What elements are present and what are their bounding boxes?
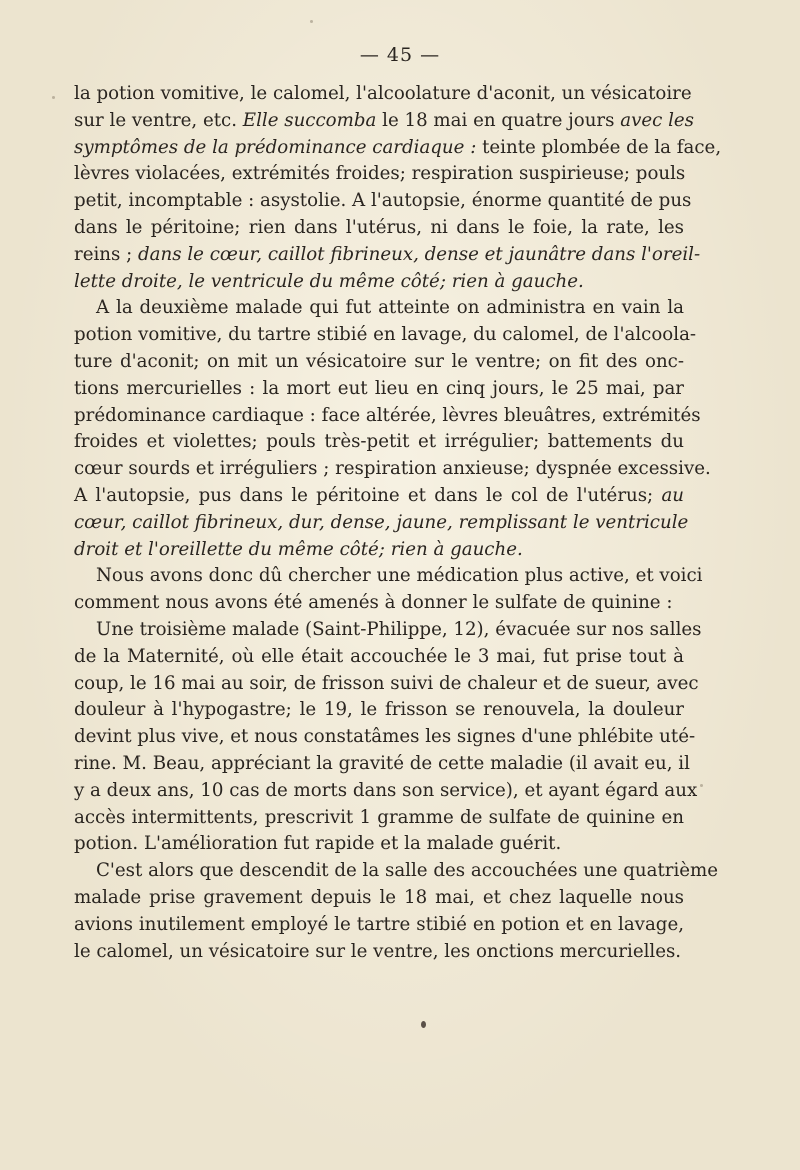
plain-text: lèvres violacées, extrémités froides; respiration suspirieuse; pouls <box>74 163 686 185</box>
plain-text: de la Maternité, où elle était accouchée le 3 mai, fut prise tout à <box>74 645 684 667</box>
plain-text: coup, le 16 mai au soir, de frisson suivi de chaleur et de sueur, avec <box>74 672 699 694</box>
text-line <box>74 671 699 698</box>
text-line <box>74 108 694 135</box>
plain-text: tions mercurielles : la mort eut lieu en cinq jours, le 25 mai, par <box>74 377 684 399</box>
text-line <box>74 349 684 376</box>
plain-text: accès intermittents, prescrivit 1 gramme de sulfate de quinine en <box>74 806 684 828</box>
text-line <box>74 537 684 564</box>
plain-text: rine. M. Beau, appréciant la gravité de cette maladie (il avait eu, il <box>74 752 690 774</box>
text-line <box>74 295 684 322</box>
text-line <box>74 858 719 885</box>
body-text <box>74 81 722 965</box>
plain-text: A l'autopsie, pus dans le péritoine et dans le col de l'utérus; <box>74 484 662 506</box>
italic-text: droit et l'oreillette du même côté; rien à gauche. <box>74 538 523 560</box>
text-line <box>74 135 722 162</box>
plain-text: le 18 mai en quatre jours <box>376 109 621 131</box>
text-line <box>74 269 684 296</box>
plain-text: le calomel, un vésicatoire sur le ventre, les onctions mercurielles. <box>74 940 682 962</box>
plain-text: prédominance cardiaque : face altérée, lèvres bleuâtres, extrémités <box>74 404 701 426</box>
italic-text: avec les <box>620 109 694 131</box>
plain-text: Nous avons donc dû chercher une médication plus active, et voici <box>96 565 703 587</box>
text-line <box>74 403 701 430</box>
text-line <box>74 939 684 966</box>
plain-text: petit, incomptable : asystolie. A l'autopsie, énorme quantité de pus <box>74 190 692 212</box>
text-line <box>74 483 684 510</box>
text-line <box>74 778 698 805</box>
text-line <box>74 322 697 349</box>
italic-text: lette droite, le ventricule du même côté; rien à gauche. <box>74 270 584 292</box>
text-line <box>74 751 690 778</box>
text-line <box>74 242 701 269</box>
text-line <box>74 831 684 858</box>
plain-text: dans le péritoine; rien dans l'utérus, ni dans le foie, la rate, les <box>74 216 684 238</box>
text-line <box>74 510 689 537</box>
text-line <box>74 805 684 832</box>
plain-text: Une troisième malade (Saint-Philippe, 12), évacuée sur nos salles <box>96 618 702 640</box>
plain-text: A la deuxième malade qui fut atteinte on administra en vain la <box>96 297 684 319</box>
page-number: — 45 — <box>359 44 441 66</box>
paper-speck <box>310 20 313 23</box>
italic-text: au <box>661 484 684 506</box>
plain-text: comment nous avons été amenés à donner le sulfate de quinine : <box>74 592 673 614</box>
text-line <box>74 724 696 751</box>
text-line <box>74 376 684 403</box>
text-line <box>74 617 702 644</box>
text-line <box>74 697 684 724</box>
plain-text: potion vomitive, du tartre stibié en lavage, du calomel, de l'alcoola- <box>74 324 697 346</box>
ink-mark <box>421 1021 426 1028</box>
plain-text: ture d'aconit; on mit un vésicatoire sur le ventre; on fit des onc- <box>74 350 684 372</box>
italic-text: dans le cœur, caillot fibrineux, dense et jaunâtre dans l'oreil- <box>138 243 701 265</box>
italic-text: symptômes de la prédominance cardiaque : <box>74 136 477 158</box>
plain-text: potion. L'amélioration fut rapide et la malade guérit. <box>74 833 562 855</box>
text-line <box>74 644 684 671</box>
text-line <box>74 563 703 590</box>
text-line <box>74 912 684 939</box>
plain-text: C'est alors que descendit de la salle des accouchées une quatrième <box>96 860 719 882</box>
paper-speck <box>52 96 55 99</box>
text-line <box>74 215 684 242</box>
text-line <box>74 590 684 617</box>
plain-text: douleur à l'hypogastre; le 19, le frisson se renouvela, la douleur <box>74 699 684 721</box>
text-line <box>74 81 692 108</box>
paper-speck <box>700 784 703 787</box>
plain-text: reins ; <box>74 243 139 265</box>
plain-text: sur le ventre, etc. <box>74 109 243 131</box>
italic-text: cœur, caillot fibrineux, dur, dense, jaune, remplissant le ventricule <box>74 511 689 533</box>
plain-text: avions inutilement employé le tartre stibié en potion et en lavage, <box>74 913 684 935</box>
plain-text: devint plus vive, et nous constatâmes les signes d'une phlébite uté- <box>74 726 696 748</box>
plain-text: froides et violettes; pouls très-petit et irrégulier; battements du <box>74 431 684 453</box>
plain-text: malade prise gravement depuis le 18 mai, et chez laquelle nous <box>74 886 684 908</box>
text-line <box>74 161 684 188</box>
plain-text: cœur sourds et irréguliers ; respiration anxieuse; dyspnée excessive. <box>74 458 711 480</box>
text-line <box>74 885 684 912</box>
italic-text: Elle succomba <box>242 109 377 131</box>
plain-text: la potion vomitive, le calomel, l'alcoolature d'aconit, un vésicatoire <box>74 83 692 104</box>
text-line <box>74 456 711 483</box>
text-line <box>74 429 684 456</box>
plain-text: y a deux ans, 10 cas de morts dans son service), et ayant égard aux <box>74 779 698 801</box>
text-line <box>74 188 692 215</box>
plain-text: teinte plombée de la face, <box>476 136 722 158</box>
